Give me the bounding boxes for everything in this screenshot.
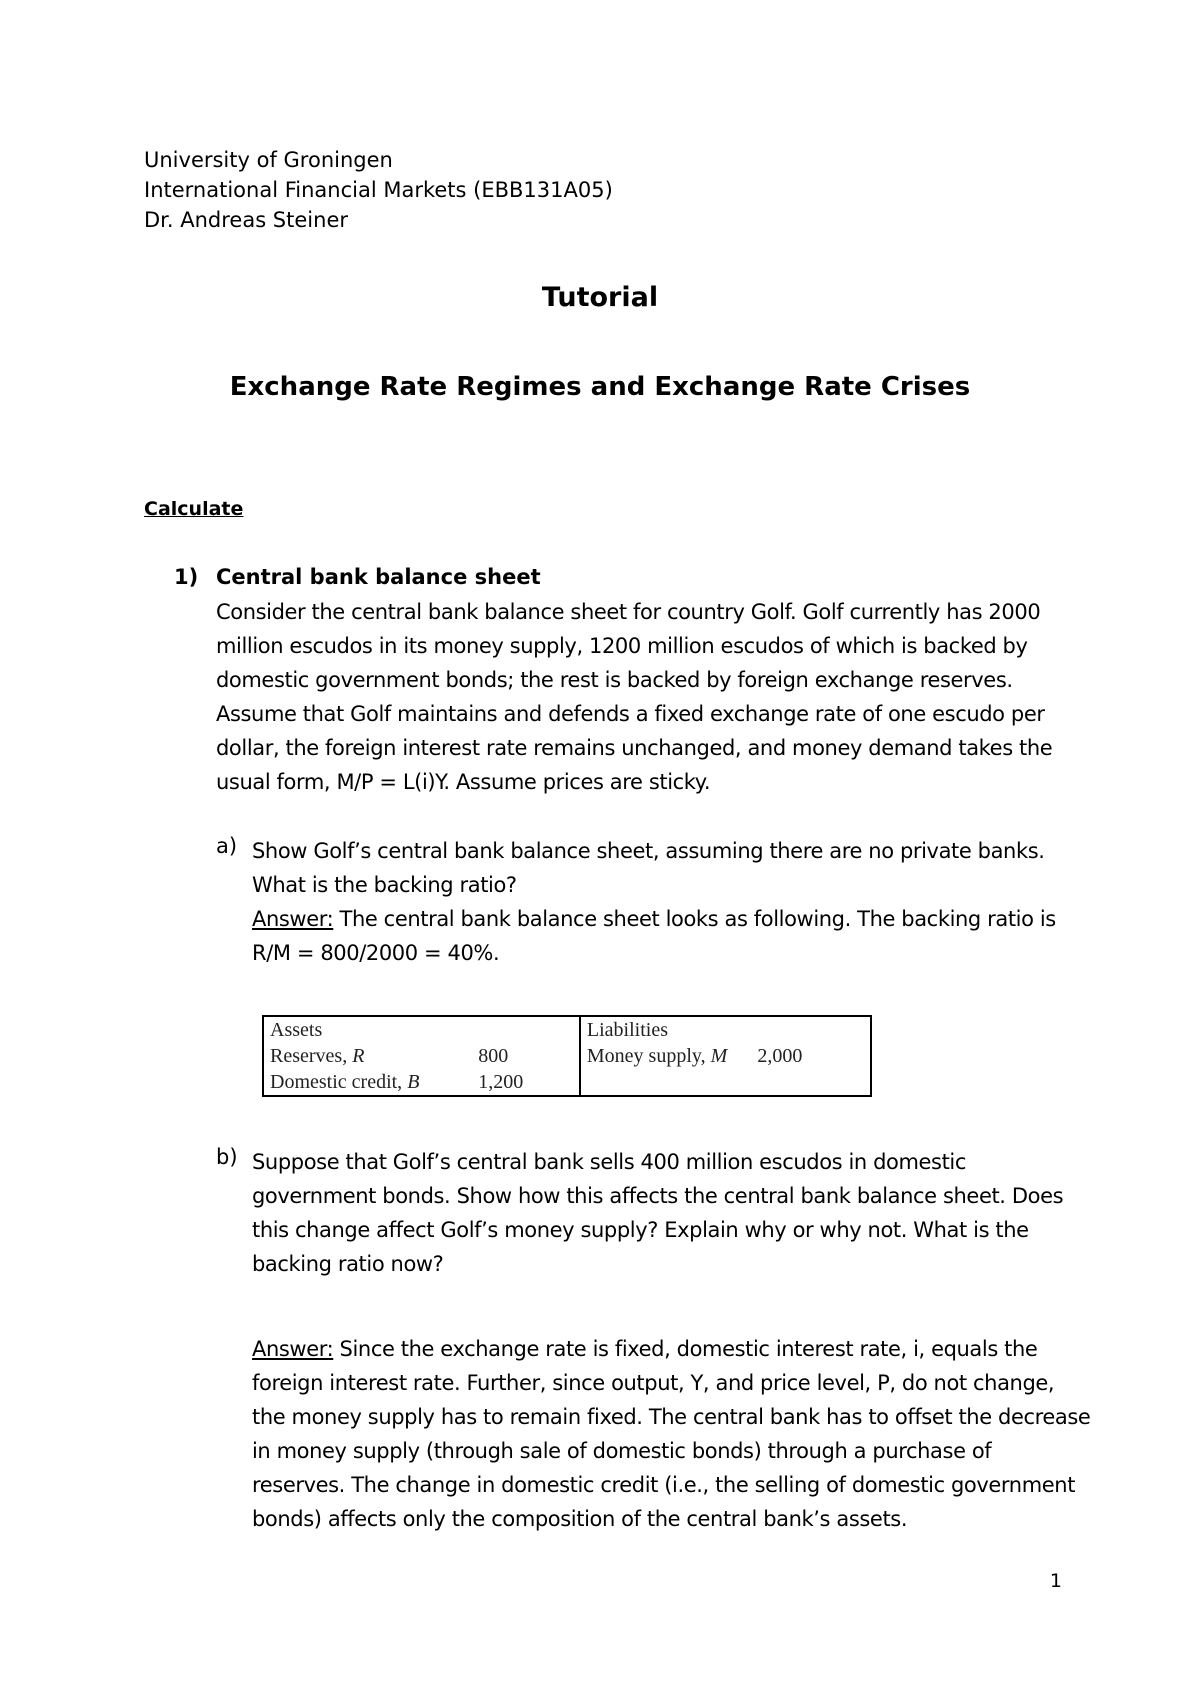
part-b-answer — [252, 1332, 1090, 1536]
assets-header: Assets — [263, 1016, 472, 1043]
answer-line: in money supply (through sale of domestic bonds) through a purchase of — [252, 1439, 992, 1463]
answer-text: Since the exchange rate is fixed, domestic interest rate, i, equals the — [333, 1337, 1038, 1361]
part-b-text — [252, 1145, 1063, 1281]
reserves-value: 800 — [472, 1043, 580, 1069]
part-a-text — [252, 834, 1056, 970]
domestic-credit-label: Domestic credit, B — [270, 1071, 420, 1093]
question-text — [216, 595, 1076, 799]
answer-line: the money supply has to remain fixed. The central bank has to offset the decrease — [252, 1405, 1091, 1429]
text-line: Assume that Golf maintains and defends a fixed exchange rate of one escudo per — [216, 702, 1045, 726]
answer-line: bonds) affects only the composition of the central bank’s assets. — [252, 1507, 908, 1531]
text-line: Consider the central bank balance sheet for country Golf. Golf currently has 2000 — [216, 600, 1041, 624]
text-line: usual form, M/P = L(i)Y. Assume prices are sticky. — [216, 770, 711, 794]
part-b-label: b) — [216, 1145, 238, 1169]
reserves-label: Reserves, R — [270, 1045, 365, 1067]
lecturer-name: Dr. Andreas Steiner — [144, 208, 348, 232]
text-line: Show Golf’s central bank balance sheet, assuming there are no private banks. — [252, 839, 1045, 863]
answer-line: R/M = 800/2000 = 40%. — [252, 941, 500, 965]
text-line: this change affect Golf’s money supply? Explain why or why not. What is the — [252, 1218, 1029, 1242]
text-line: domestic government bonds; the rest is backed by foreign exchange reserves. — [216, 668, 1013, 692]
table-row — [263, 1069, 871, 1096]
table-row — [263, 1043, 871, 1069]
text-line: What is the backing ratio? — [252, 873, 517, 897]
answer-label: Answer: — [252, 907, 334, 931]
question-number: 1) — [174, 565, 199, 589]
part-a-label: a) — [216, 834, 238, 858]
answer-line: reserves. The change in domestic credit (i.e., the selling of domestic government — [252, 1473, 1076, 1497]
text-line: dollar, the foreign interest rate remains unchanged, and money demand takes the — [216, 736, 1053, 760]
university-name: University of Groningen — [144, 148, 393, 172]
text-line: backing ratio now? — [252, 1252, 444, 1276]
money-supply-value: 2,000 — [757, 1045, 803, 1067]
money-supply-label: Money supply, M — [586, 1045, 728, 1067]
page-number: 1 — [1049, 1570, 1062, 1592]
balance-sheet-table — [262, 1015, 872, 1097]
text-line: Suppose that Golf’s central bank sells 400 million escudos in domestic — [252, 1150, 966, 1174]
answer-text: The central bank balance sheet looks as following. The backing ratio is — [333, 907, 1056, 931]
document-title: Tutorial — [541, 282, 659, 313]
section-heading: Calculate — [144, 498, 244, 520]
answer-label: Answer: — [252, 1337, 334, 1361]
answer-line — [252, 902, 1056, 936]
question-title: Central bank balance sheet — [216, 565, 541, 589]
text-line: government bonds. Show how this affects the central bank balance sheet. Does — [252, 1184, 1064, 1208]
answer-line: foreign interest rate. Further, since output, Y, and price level, P, do not change, — [252, 1371, 1055, 1395]
domestic-credit-value: 1,200 — [472, 1069, 580, 1096]
answer-line — [252, 1332, 1090, 1366]
liabilities-header: Liabilities — [580, 1016, 751, 1043]
document-subtitle: Exchange Rate Regimes and Exchange Rate Crises — [229, 372, 971, 402]
course-name: International Financial Markets (EBB131A05) — [144, 178, 613, 202]
table-row — [263, 1016, 871, 1043]
text-line: million escudos in its money supply, 1200 million escudos of which is backed by — [216, 634, 1028, 658]
